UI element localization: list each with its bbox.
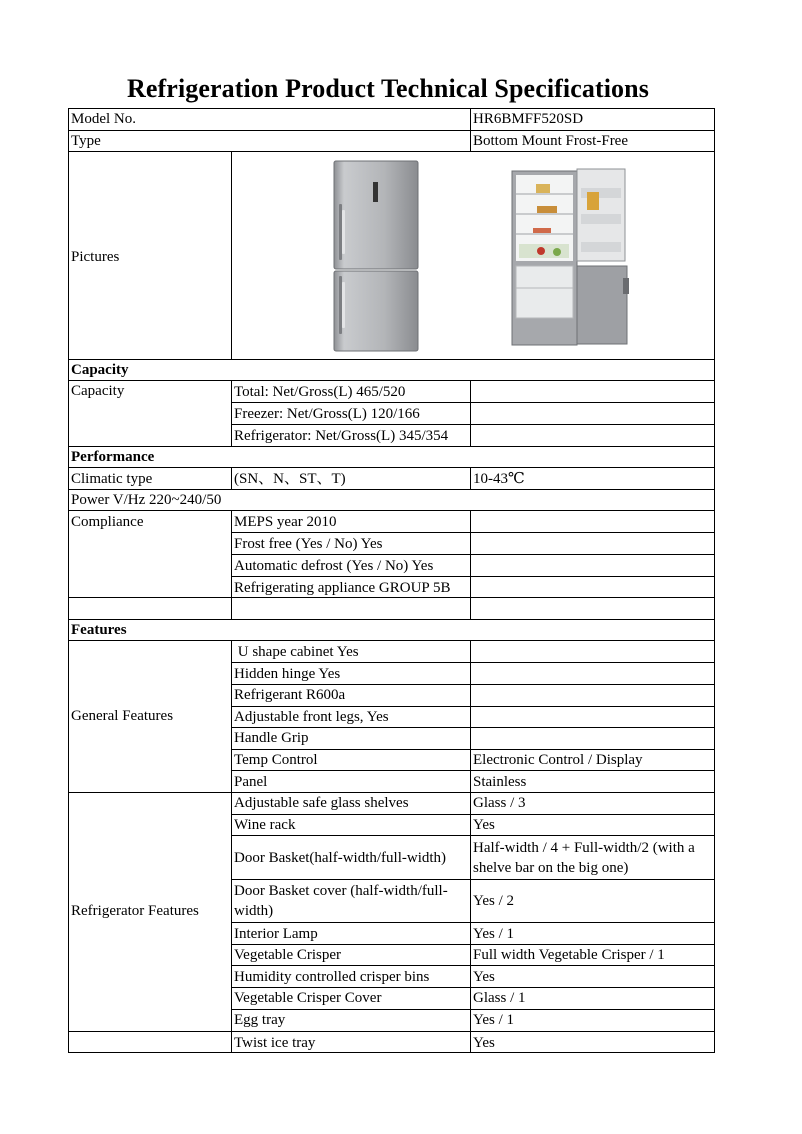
model-value: HR6BMFF520SD: [473, 111, 584, 127]
refrigerator-feature-name: Interior Lamp: [234, 926, 318, 942]
refrigerator-feature-name: Vegetable Crisper: [234, 947, 342, 963]
fridge-open-image: [511, 166, 641, 348]
compliance-label: Compliance: [71, 514, 144, 530]
refrigerator-feature-name: Egg tray: [234, 1012, 286, 1028]
compliance-item: Automatic defrost (Yes / No) Yes: [234, 558, 434, 574]
compliance-item: Frost free (Yes / No) Yes: [234, 536, 383, 552]
general-feature-value: Electronic Control / Display: [473, 752, 643, 768]
refrigerator-feature-name: Vegetable Crisper Cover: [234, 990, 382, 1006]
capacity-freezer: Freezer: Net/Gross(L) 120/166: [234, 406, 420, 422]
compliance-item: Refrigerating appliance GROUP 5B: [234, 580, 451, 596]
general-feature-name: Refrigerant R600a: [234, 687, 346, 703]
general-features-label: General Features: [71, 708, 174, 724]
refrigerator-feature-name: Wine rack: [234, 817, 296, 833]
general-feature-name: Adjustable front legs, Yes: [234, 709, 389, 725]
type-label: Type: [71, 133, 101, 149]
general-feature-name: Hidden hinge Yes: [234, 666, 341, 682]
climatic-type-label: Climatic type: [71, 471, 153, 487]
refrigerator-feature-name: Door Basket cover (half-width/full-width): [234, 883, 448, 919]
capacity-label: Capacity: [71, 383, 125, 399]
type-value: Bottom Mount Frost-Free: [473, 133, 629, 149]
pictures-label: Pictures: [71, 249, 120, 265]
compliance-item: MEPS year 2010: [234, 514, 337, 530]
refrigerator-feature-value: Yes / 1: [473, 926, 514, 942]
refrigerator-feature-value: Full width Vegetable Crisper / 1: [473, 947, 665, 963]
page-title: Refrigeration Product Technical Specifications: [127, 74, 649, 103]
general-feature-name: Handle Grip: [234, 730, 309, 746]
refrigerator-feature-value: Yes: [473, 969, 495, 985]
refrigerator-feature-value: Half-width / 4 + Full-width/2 (with a shelve bar on the big one): [473, 840, 695, 876]
climatic-type-value: 10-43℃: [473, 471, 525, 487]
fridge-closed-image: [333, 160, 419, 352]
model-label: Model No.: [71, 111, 136, 127]
general-feature-value: Stainless: [473, 774, 527, 790]
general-feature-name: U shape cabinet Yes: [234, 644, 359, 660]
refrigerator-feature-value: Yes / 2: [473, 893, 514, 909]
refrigerator-feature-name: Door Basket(half-width/full-width): [234, 850, 447, 866]
power-spec: Power V/Hz 220~240/50: [71, 492, 222, 508]
capacity-total: Total: Net/Gross(L) 465/520: [234, 384, 406, 400]
refrigerator-feature-value: Yes: [473, 817, 495, 833]
refrigerator-features-label: Refrigerator Features: [71, 903, 199, 919]
refrigerator-feature-value: Yes: [473, 1035, 495, 1051]
refrigerator-feature-name: Adjustable safe glass shelves: [234, 795, 409, 811]
refrigerator-feature-name: Twist ice tray: [234, 1035, 316, 1051]
general-feature-name: Temp Control: [234, 752, 318, 768]
refrigerator-feature-value: Yes / 1: [473, 1012, 514, 1028]
features-section-header: Features: [71, 622, 127, 638]
capacity-refrigerator: Refrigerator: Net/Gross(L) 345/354: [234, 428, 449, 444]
performance-section-header: Performance: [71, 449, 155, 465]
climatic-type-spec: (SN、N、ST、T): [234, 471, 346, 487]
general-feature-name: Panel: [234, 774, 268, 790]
refrigerator-feature-value: Glass / 3: [473, 795, 526, 811]
refrigerator-feature-name: Humidity controlled crisper bins: [234, 969, 430, 985]
capacity-section-header: Capacity: [71, 362, 129, 378]
refrigerator-feature-value: Glass / 1: [473, 990, 526, 1006]
